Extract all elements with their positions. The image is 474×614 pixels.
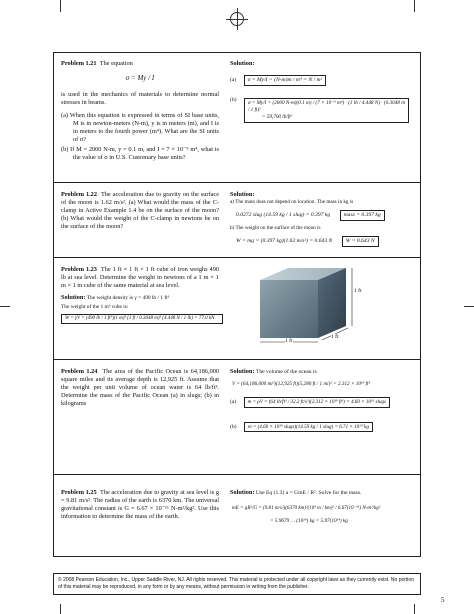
sol-a-equation: σ = My/I = (N-m)m / m⁴ = N / m² <box>244 75 327 86</box>
problem-1-22 <box>53 183 421 258</box>
volume-equation: V = (64,186,000 mi²)(12,925 ft)(5,280 ft / 1 mi)² = 2.312 × 10¹⁹ ft³ <box>232 381 371 388</box>
problem-body: The area of the Pacific Ocean is 64,186,000 square miles and its average depth is 12,925 ft. Assume that the weight per unit volume of ocean water is 64 lb/ft³. Determine the mass of the Pacific Ocean (a) in slugs; (b) in kilograms <box>61 368 220 408</box>
crop-mark <box>60 604 61 614</box>
part-b-text: b) The weight on the surface of the moon is <box>230 225 321 232</box>
crop-mark <box>60 0 61 12</box>
part-a: (a) When this equation is expressed in terms of SI base units, M is in newton-meters (N-m), y is in meters (m), and I is in meters to the fourth power (m⁴). What are the SI units of σ? <box>61 112 219 144</box>
part-b-answer: W = 0.643 N <box>342 236 379 247</box>
dimension-label-width: 1 ft <box>285 338 293 344</box>
dimension-label-depth: 1 ft <box>331 334 339 340</box>
sol-a-label: (a) <box>230 77 237 84</box>
solution-label: Solution: <box>230 368 255 375</box>
mass-result: = 5.9679 … (10²⁴) kg = 5.97(10²⁴) kg <box>270 517 348 524</box>
part-a-equation: m = ρV = (64 lb/ft³ / 32.2 ft/s²)(2.312 × 10¹⁹ ft³) = 4.60 × 10¹⁹ slugs <box>244 397 390 408</box>
copyright-footer: © 2008 Pearson Education, Inc., Upper Saddle River, NJ. All rights reserved. This material is protected under all copyright laws as they currently exist. No portion of this material may be reproduced, in any form or by any means, without permission in writing from the publisher. <box>53 573 421 595</box>
part-a-text: a) The mass does not depend on location. The mass in kg is <box>230 199 354 206</box>
page-number: 5 <box>441 596 445 604</box>
solution-intro: The volume of the ocean is <box>255 369 317 375</box>
crop-mark <box>464 306 474 307</box>
sol-b-label: (b) <box>230 97 237 104</box>
solution-intro: Use Eq (1.3) a = GmE / R². Solve for the mass. <box>255 490 362 496</box>
problem-body: is used in the mechanics of materials to determine normal stresses in beams. <box>61 91 219 107</box>
crop-mark <box>0 306 10 307</box>
iron-cube-illustration <box>248 266 398 358</box>
part-a-answer: mass = 0.397 kg <box>340 210 385 221</box>
problem-1-23 <box>53 258 421 360</box>
weight-equation: W = γV = (490 lb / 1 ft³)(1 m)³ (1 ft / 0.3048 m)³ (4.448 N / 1 lb) = 77.0 kN <box>61 314 223 324</box>
problem-1-24 <box>53 360 421 475</box>
problem-body: The 1 ft × 1 ft × 1 ft cube of iron weighs 490 lb at sea level. Determine the weight in newtons of a 1 m × 1 m × 1 m cube of the same material at sea level. <box>61 266 220 290</box>
problem-title: Problem 1.23 <box>61 266 97 273</box>
problem-1-25 <box>53 475 421 557</box>
sol-b-equation <box>244 98 409 122</box>
mass-equation: mE = gR²/G = (9.81 m/s²)(6370 km)²(10³ m / km)² / 6.67(10⁻¹¹) N-m²/kg² <box>232 505 381 512</box>
problem-1-21 <box>53 52 421 183</box>
part-a-label: (a) <box>230 399 237 406</box>
sol-b-expression: σ = My/I = (2000 N-m)(0.1 m) / (7 × 10⁻⁵ m⁴) · (1 lb / 4.448 N) · (0.3048 m / 1 ft)² <box>247 100 405 114</box>
sol-b-result: = 59,700 lb/ft² <box>261 113 293 120</box>
problem-title: Problem 1.25 <box>61 489 97 496</box>
problem-body: The acceleration due to gravity at sea level is g = 9.81 m/s². The radius of the earth is 6370 km. The universal gravitational constant is G = 6.67 × 10⁻¹¹ N-m²/kg². Use this information to determine the mass of the earth. <box>61 489 219 521</box>
part-b-equation: W = mg = (0.397 kg)(1.62 m/s²) = 0.643 N <box>236 237 333 244</box>
part-a-equation: 0.0272 slug (14.59 kg / 1 slug) = 0.397 kg <box>236 211 331 218</box>
crop-mark <box>414 0 415 12</box>
crop-mark <box>414 604 415 614</box>
dimension-label-height: 1 ft <box>354 288 362 294</box>
problem-body: The acceleration due to gravity on the surface of the moon is 1.62 m/s². (a) What would the mass of the C-clamp in Active Example 1.4 be on the surface of the moon? (b) What would the weight of the C-clamp in newtons be on the surface of the moon? <box>61 191 219 231</box>
cube-front-face <box>260 280 318 338</box>
part-b: (b) If M = 2000 N-m, y = 0.1 m, and I = 7 × 10⁻⁵ m⁴, what is the value of σ in U.S. Customary base units? <box>61 146 219 162</box>
cube-side-face <box>318 268 346 338</box>
problem-title: Problem 1.21 <box>61 60 97 67</box>
solution-label: Solution: <box>230 60 255 67</box>
density-text: The weight density is γ = 490 lb / 1 ft³ <box>86 295 170 302</box>
intro-text: The equation <box>99 60 133 67</box>
main-equation: σ = My / I <box>125 74 155 83</box>
solution-label: Solution: <box>230 191 255 198</box>
problem-title: Problem 1.22 <box>61 191 97 198</box>
problem-title: Problem 1.24 <box>61 368 98 375</box>
registration-mark <box>230 12 244 26</box>
part-b-label: (b) <box>230 423 237 430</box>
weight-text: The weight of the 1 m³ cube is: <box>61 304 129 311</box>
solution-label: Solution: <box>230 489 255 496</box>
part-b-equation: m = (4.60 × 10¹⁹ slugs)(14.59 kg / 1 slug) = 6.71 × 10²⁰ kg <box>244 422 373 433</box>
solution-label: Solution: <box>61 294 86 302</box>
